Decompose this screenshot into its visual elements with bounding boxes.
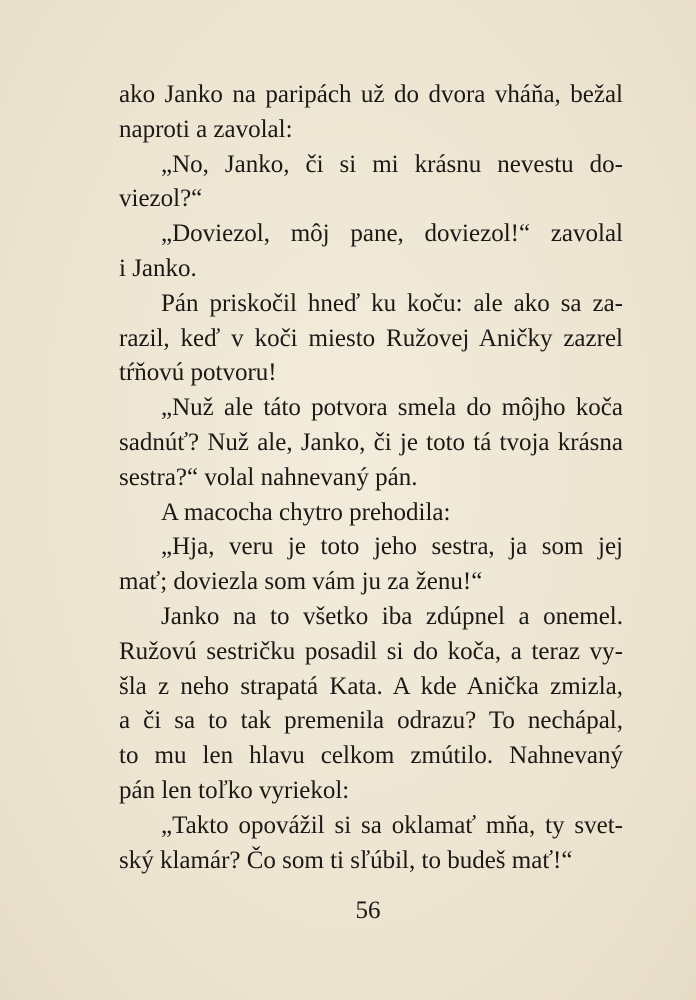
text-line: a či sa to tak premenila odrazu? To nechápal, [119, 707, 623, 735]
text-line: razil, keď v koči miesto Ružovej Aničky zazrel [119, 324, 623, 352]
text-line: „Hja, veru je toto jeho sestra, ja som jej [161, 533, 623, 561]
paragraph [119, 496, 623, 531]
text-line: Ružovú sestričku posadil si do koča, a teraz vy- [119, 637, 623, 665]
text-line: Pán priskočil hneď ku koču: ale ako sa za- [161, 289, 623, 317]
text-line: pán len toľko vyriekol: [119, 776, 350, 804]
page-number: 56 [355, 897, 381, 924]
paragraph [119, 217, 623, 287]
paragraph [119, 530, 623, 600]
text-line: „Doviezol, môj pane, doviezol!“ zavolal [161, 220, 623, 248]
paragraph [119, 600, 623, 809]
text-line: viezol?“ [119, 185, 203, 213]
text-line: Janko na to všetko iba zdúpnel a onemel. [161, 602, 623, 630]
text-line: ský klamár? Čo som ti sľúbil, to budeš mať!“ [119, 846, 573, 874]
text-line: naproti a zavolal: [119, 115, 293, 143]
text-line: „Nuž ale táto potvora smela do môjho koča [161, 394, 623, 422]
text-line: mať; doviezla som vám ju za ženu!“ [119, 568, 483, 596]
text-line: sadnúť? Nuž ale, Janko, či je toto tá tvoja krásna [119, 428, 623, 456]
text-line: ako Janko na paripách už do dvora vháňa, bežal [119, 81, 623, 108]
text-line: i Janko. [119, 254, 197, 282]
text-line: sestra?“ volal nahnevaný pán. [119, 463, 418, 491]
text-line: šla z neho strapatá Kata. A kde Anička zmizla, [119, 672, 623, 700]
text-line: tŕňovú potvoru! [119, 359, 277, 387]
paragraph [119, 287, 623, 391]
paragraph [119, 809, 623, 879]
text-line: „Takto opovážil si sa oklamať mňa, ty svet- [161, 811, 623, 839]
paragraph [119, 78, 623, 148]
text-line: „No, Janko, či si mi krásnu nevestu do- [161, 150, 623, 178]
body-text [119, 78, 623, 878]
paragraph [119, 391, 623, 495]
text-line: to mu len hlavu celkom zmútilo. Nahnevaný [119, 742, 623, 770]
text-line: A macocha chytro prehodila: [161, 498, 451, 526]
paragraph [119, 148, 623, 218]
